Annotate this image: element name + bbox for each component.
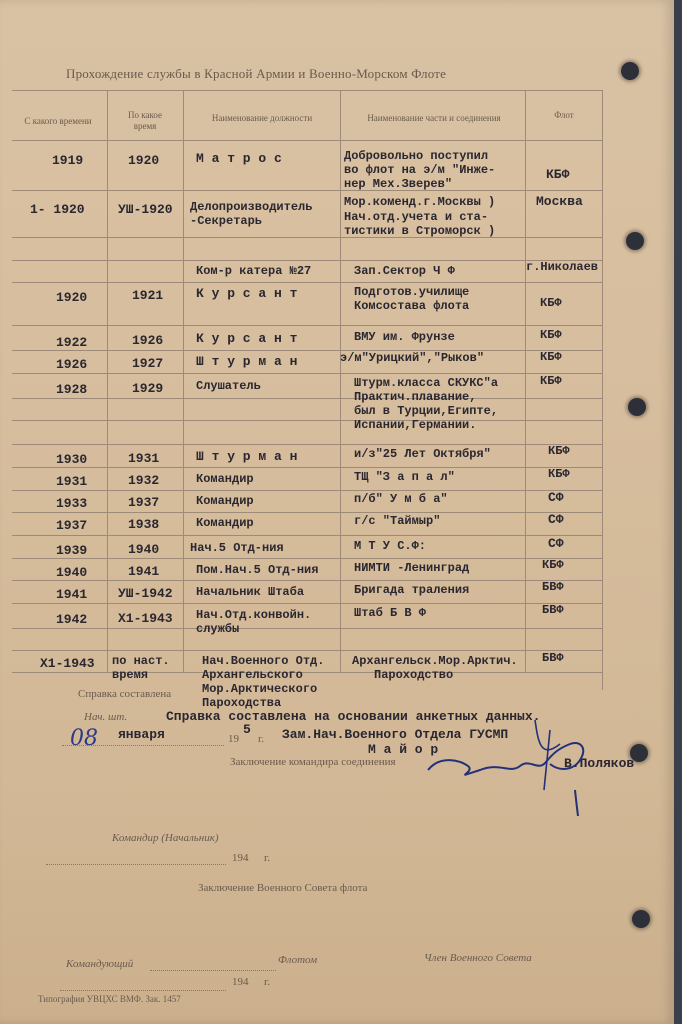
row-from: 1926: [56, 357, 88, 372]
row-to: по наст.: [112, 654, 170, 668]
row-from: Х1-1943: [40, 656, 95, 671]
deputy-title: Зам.Нач.Военного Отдела ГУСМП: [282, 727, 509, 742]
row-unit: ТЩ "З а п а л": [354, 470, 455, 484]
date-day: 08: [70, 726, 98, 751]
row-fleet: Москва: [536, 194, 583, 209]
row-unit: Подготов.училище: [354, 285, 470, 299]
row-fleet: КБФ: [548, 467, 570, 481]
row-to: 1929: [132, 381, 164, 396]
row-unit: Зап.Сектор Ч Ф: [354, 264, 455, 278]
row-fleet: КБФ: [540, 374, 562, 388]
row-from: 1931: [56, 474, 88, 489]
row-position: Нач.Военного Отд.: [202, 654, 325, 668]
row-fleet: БВФ: [542, 580, 564, 594]
spravka-typed: Справка составлена на основании анкетных данных.: [166, 709, 541, 724]
row-unit: тистики в Стромoрск ): [344, 224, 496, 238]
row-from: 1941: [56, 587, 88, 602]
row-to: 1932: [128, 473, 160, 488]
fleet-year: 194: [232, 976, 249, 988]
row-unit: Практич.плавание,: [354, 390, 477, 404]
col-header-position: Наименование должности: [211, 113, 313, 123]
fleet-year-g: г.: [264, 976, 271, 988]
row-fleet: КБФ: [540, 350, 562, 364]
row-from: 1942: [56, 612, 88, 627]
row-unit: Архангельск.Мор.Арктич.: [352, 654, 518, 668]
row-fleet: КБФ: [546, 167, 570, 182]
row-unit: М Т У С.Ф:: [354, 539, 427, 553]
row-to: УШ-1942: [118, 586, 173, 601]
row-position: Ш т у р м а н: [196, 354, 298, 369]
row-position: Архангельского: [202, 668, 303, 682]
row-to: 1941: [128, 564, 160, 579]
commander-year-g: г.: [264, 852, 271, 864]
col-header-to: По какое время: [127, 110, 162, 131]
row-fleet: СФ: [548, 512, 564, 527]
year-printed: 19: [228, 733, 239, 745]
row-unit: Добровольно поступил: [344, 149, 489, 163]
row-to: 1937: [128, 495, 160, 510]
row-to: 1940: [128, 542, 160, 557]
row-to: 1921: [132, 288, 164, 303]
row-fleet: СФ: [548, 490, 564, 505]
row-fleet: СФ: [548, 536, 564, 551]
year-g: г.: [258, 733, 265, 745]
row-position: Слушатель: [196, 379, 261, 393]
row-position: Командир: [196, 494, 254, 508]
row-unit: э/м"Урицкий","Рыков": [340, 351, 485, 365]
punch-hole: [621, 62, 639, 80]
row-unit: Мор.коменд.г.Москвы ): [344, 195, 496, 209]
conclusion-commander-label: Заключение командира соединения: [230, 756, 396, 768]
spravka-printed-label: Справка составлена: [78, 688, 172, 700]
col-header-fleet: Флот: [554, 110, 574, 120]
printer-imprint: Типография УВЦХС ВМФ. Зак. 1457: [38, 994, 181, 1004]
row-position: Нач.5 Отд-ния: [190, 541, 284, 555]
row-fleet: КБФ: [540, 296, 562, 310]
row-position: Начальник Штаба: [196, 585, 305, 599]
row-position: Пароходства: [202, 696, 282, 710]
row-unit: г/с "Таймыр": [354, 514, 441, 528]
row-from: 1920: [56, 290, 88, 305]
council-member-label: Член Военного Совета: [424, 952, 532, 964]
row-position: службы: [196, 622, 240, 636]
row-position: Ш т у р м а н: [196, 449, 298, 464]
signer-name: В.Поляков: [564, 756, 635, 771]
row-position: Командир: [196, 516, 254, 530]
nach-sht-label: Нач. шт.: [84, 711, 128, 723]
row-fleet: БВФ: [542, 651, 564, 665]
signature: [420, 700, 620, 820]
row-to: время: [112, 668, 149, 682]
row-fleet: г.Николаев: [526, 260, 599, 274]
row-to: 1931: [128, 451, 160, 466]
row-unit: был в Турции,Египте,: [354, 404, 499, 418]
row-from: 1- 1920: [30, 202, 85, 217]
row-from: 1919: [52, 153, 84, 168]
council-conclusion-label: Заключение Военного Совета флота: [198, 882, 368, 894]
row-from: 1922: [56, 335, 88, 350]
row-unit: во флот на э/м "Инже-: [344, 163, 496, 177]
row-fleet: КБФ: [548, 444, 570, 458]
col-header-from: С какого времени: [24, 116, 92, 126]
punch-hole: [632, 910, 650, 928]
row-unit: и/з"25 Лет Октября": [354, 447, 491, 461]
row-unit: п/б" У м б а": [354, 492, 448, 506]
row-fleet: КБФ: [540, 328, 562, 342]
fleet-commander-label: Командующий: [66, 958, 134, 970]
row-position: Командир: [196, 472, 254, 486]
row-unit: НИМТИ -Ленинград: [354, 561, 470, 575]
row-from: 1933: [56, 496, 88, 511]
row-fleet: КБФ: [542, 558, 564, 572]
row-from: 1930: [56, 452, 88, 467]
col-header-unit: Наименование части и соединения: [367, 113, 501, 123]
row-from: 1937: [56, 518, 88, 533]
row-from: 1940: [56, 565, 88, 580]
row-position: Нач.Отд.конвойн.: [196, 608, 312, 622]
row-fleet: БВФ: [542, 603, 564, 617]
row-position: Пом.Нач.5 Отд-ния: [196, 563, 319, 577]
row-position: Ком-р катера №27: [196, 264, 312, 278]
row-unit: ВМУ им. Фрунзе: [354, 330, 455, 344]
row-unit: Комсостава флота: [354, 299, 470, 313]
flotom-label: Флотом: [278, 954, 318, 966]
row-from: 1939: [56, 543, 88, 558]
row-unit: Нач.отд.учета и ста-: [344, 210, 489, 224]
row-to: 1927: [132, 356, 164, 371]
row-to: 1926: [132, 333, 164, 348]
row-to: УШ-1920: [118, 202, 173, 217]
row-from: 1928: [56, 382, 88, 397]
year-typed: 5: [243, 722, 251, 737]
row-position: -Секретарь: [190, 214, 263, 228]
row-unit: Пароходство: [374, 668, 454, 682]
row-to: 1920: [128, 153, 160, 168]
rank: М а й о р: [368, 742, 439, 757]
row-position: К у р с а н т: [196, 331, 298, 346]
row-position: К у р с а н т: [196, 286, 298, 301]
row-position: М а т р о с: [196, 151, 282, 166]
commander-label: Командир (Начальник): [112, 832, 219, 844]
row-unit: нер Мех.Зверев": [344, 177, 453, 191]
row-unit: Бригада траления: [354, 583, 470, 597]
punch-hole: [626, 232, 644, 250]
date-month: января: [118, 727, 165, 742]
row-position: Мор.Арктического: [202, 682, 318, 696]
row-unit: Штурм.класса СКУКС"а: [354, 376, 499, 390]
row-to: 1938: [128, 517, 160, 532]
punch-hole: [628, 398, 646, 416]
commander-year: 194: [232, 852, 249, 864]
row-to: Х1-1943: [118, 611, 173, 626]
row-unit: Штаб Б В Ф: [354, 606, 427, 620]
row-unit: Испании,Германии.: [354, 418, 477, 432]
page-title: Прохождение службы в Красной Армии и Военно-Морском Флоте: [66, 66, 447, 81]
row-position: Делопроизводитель: [190, 200, 313, 214]
